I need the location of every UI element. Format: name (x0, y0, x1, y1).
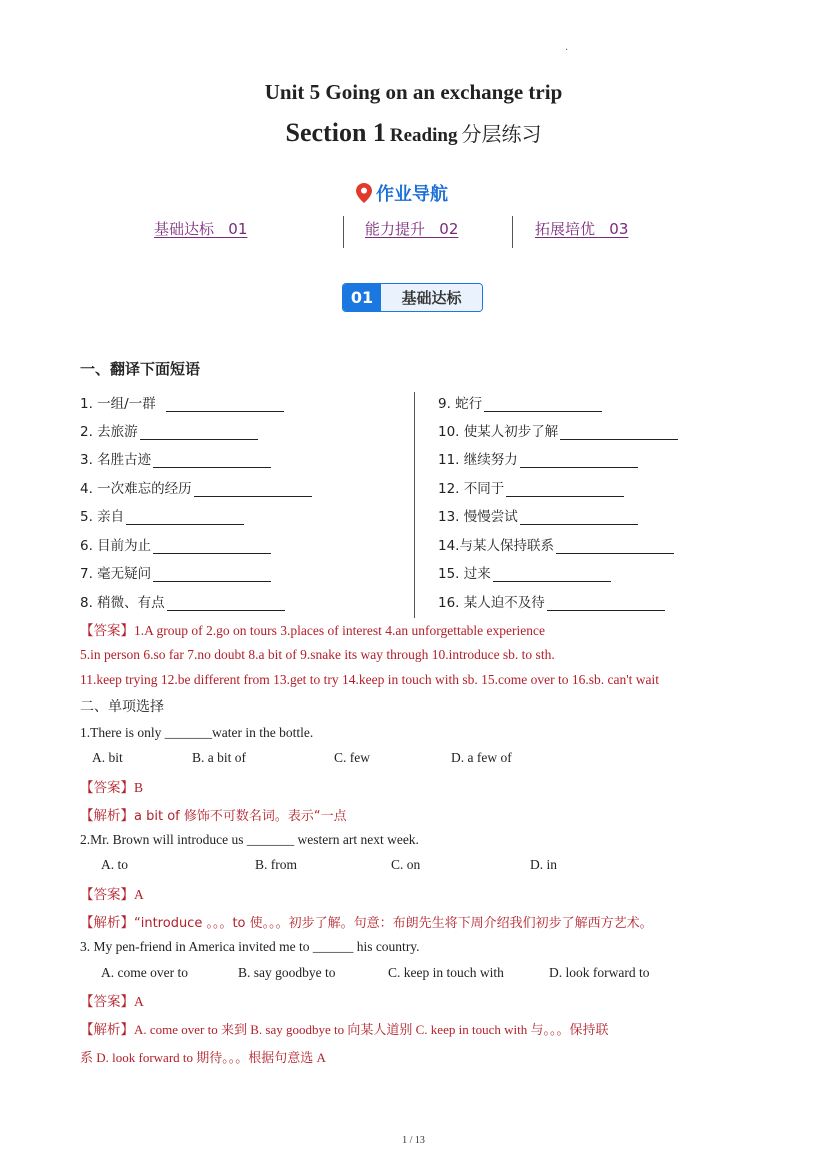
analysis-label: 【解析】 (80, 1022, 134, 1038)
answer-blank[interactable] (547, 596, 665, 611)
answer-text: 1.A group of 2.go on tours 3.places of interest 4.an unforgettable experience (134, 623, 546, 638)
question-stem: 1.There is only _______water in the bottle. (80, 725, 314, 740)
option-d[interactable]: D. look forward to (549, 965, 650, 980)
answer-blank[interactable] (520, 510, 638, 525)
answer-blank[interactable] (484, 397, 602, 412)
option-c[interactable]: C. on (391, 857, 421, 872)
analysis-label: 【解析】 (80, 915, 134, 931)
phrase-item: 8. 稍微、有点 (80, 591, 285, 611)
analysis-row (80, 1018, 608, 1038)
answer-value: B (134, 780, 144, 795)
answer-blank[interactable] (153, 539, 271, 554)
phrase-item: 13. 慢慢尝试 (438, 505, 638, 525)
answer-value: A (134, 994, 144, 1009)
option-a[interactable]: A. to (101, 857, 128, 872)
analysis-row (80, 911, 653, 931)
answer-label: 【答案】 (80, 994, 134, 1010)
answer-blank[interactable] (506, 482, 624, 497)
answer-row (80, 883, 144, 903)
section-title (0, 118, 827, 148)
phrase-item: 3. 名胜古迹 (80, 448, 271, 468)
answer-blank[interactable] (166, 397, 284, 412)
nav-link-extension[interactable]: 拓展培优 03 (535, 220, 629, 238)
section-cn-label: 分层练习 (461, 122, 542, 146)
analysis-text: A. come over to 来到 B. say goodbye to 向某人道别 C. keep in touch with 与。。。保持联 (134, 1022, 609, 1037)
answer-row (80, 776, 143, 796)
nav-title: 作业导航 (376, 184, 448, 205)
section-badge (342, 283, 483, 312)
option-a[interactable]: A. bit (92, 750, 123, 765)
answer-blank[interactable] (493, 567, 611, 582)
answer-row (80, 990, 144, 1010)
part1-answer (80, 619, 545, 639)
nav-link-basic[interactable]: 基础达标 01 (154, 220, 248, 238)
answer-value: A (134, 887, 144, 902)
reading-label: Reading (389, 125, 458, 146)
part1-answer-line: 11.keep trying 12.be different from 13.get to try 14.keep in touch with sb. 15.come over to 16.sb. can't wait (80, 672, 660, 687)
phrase-item: 16. 某人迫不及待 (438, 591, 665, 611)
analysis-label: 【解析】 (80, 808, 134, 824)
page-number: 1 / 13 (402, 1135, 425, 1146)
analysis-text: “introduce 。。。to 使。。。初步了解。句意：布朗先生将下周介绍我们初步了解西方艺术。 (134, 916, 653, 931)
answer-blank[interactable] (194, 482, 312, 497)
phrase-item: 5. 亲自 (80, 505, 244, 525)
question-stem: 2.Mr. Brown will introduce us _______ western art next week. (80, 832, 419, 847)
part1-heading: 一、翻译下面短语 (80, 360, 201, 378)
answer-blank[interactable] (153, 567, 271, 582)
phrase-item: 14.与某人保持联系 (438, 534, 674, 554)
analysis-row-continued: 系 D. look forward to 期待。。。根据句意选 A (80, 1050, 326, 1065)
answer-blank[interactable] (126, 510, 244, 525)
badge-number: 01 (343, 284, 381, 311)
option-a[interactable]: A. come over to (101, 965, 188, 980)
phrase-item: 12. 不同于 (438, 477, 624, 497)
answer-blank[interactable] (560, 425, 678, 440)
option-b[interactable]: B. from (255, 857, 297, 872)
phrase-item: 7. 毫无疑问 (80, 562, 271, 582)
answer-blank[interactable] (167, 596, 285, 611)
phrase-item: 6. 目前为止 (80, 534, 271, 554)
answer-blank[interactable] (520, 453, 638, 468)
phrase-item: 15. 过来 (438, 562, 611, 582)
answer-label: 【答案】 (80, 623, 134, 639)
location-pin-icon (356, 183, 372, 203)
phrase-item: 4. 一次难忘的经历 (80, 477, 312, 497)
phrase-item: 2. 去旅游 (80, 420, 258, 440)
answer-blank[interactable] (140, 425, 258, 440)
phrase-item: 1. 一组/一群 (80, 392, 284, 412)
answer-label: 【答案】 (80, 780, 134, 796)
part1-answer-line: 5.in person 6.so far 7.no doubt 8.a bit of 9.snake its way through 10.introduce sb. to sth. (80, 647, 555, 662)
part2-heading: 二、单项选择 (80, 699, 164, 715)
option-c[interactable]: C. keep in touch with (388, 965, 504, 980)
badge-text: 基础达标 (381, 284, 482, 311)
analysis-text: a bit of 修饰不可数名词。表示“一点 (134, 809, 347, 824)
section-label: Section 1 (285, 118, 386, 147)
answer-blank[interactable] (556, 539, 674, 554)
option-d[interactable]: D. in (530, 857, 557, 872)
nav-divider (343, 216, 344, 248)
answer-label: 【答案】 (80, 887, 134, 903)
question-stem: 3. My pen-friend in America invited me to ______ his country. (80, 939, 420, 954)
answer-blank[interactable] (153, 453, 271, 468)
nav-link-ability[interactable]: 能力提升 02 (365, 220, 459, 238)
option-b[interactable]: B. say goodbye to (238, 965, 336, 980)
phrase-item: 11. 继续努力 (438, 448, 638, 468)
column-divider (414, 392, 415, 618)
unit-title: Unit 5 Going on an exchange trip (264, 80, 563, 104)
option-d[interactable]: D. a few of (451, 750, 512, 765)
option-b[interactable]: B. a bit of (192, 750, 246, 765)
phrase-item: 9. 蛇行 (438, 392, 602, 412)
homework-nav-header (356, 180, 448, 206)
phrase-item: 10. 使某人初步了解 (438, 420, 678, 440)
analysis-row (80, 804, 347, 824)
nav-divider (512, 216, 513, 248)
option-c[interactable]: C. few (334, 750, 370, 765)
header-dot: . (565, 42, 569, 53)
